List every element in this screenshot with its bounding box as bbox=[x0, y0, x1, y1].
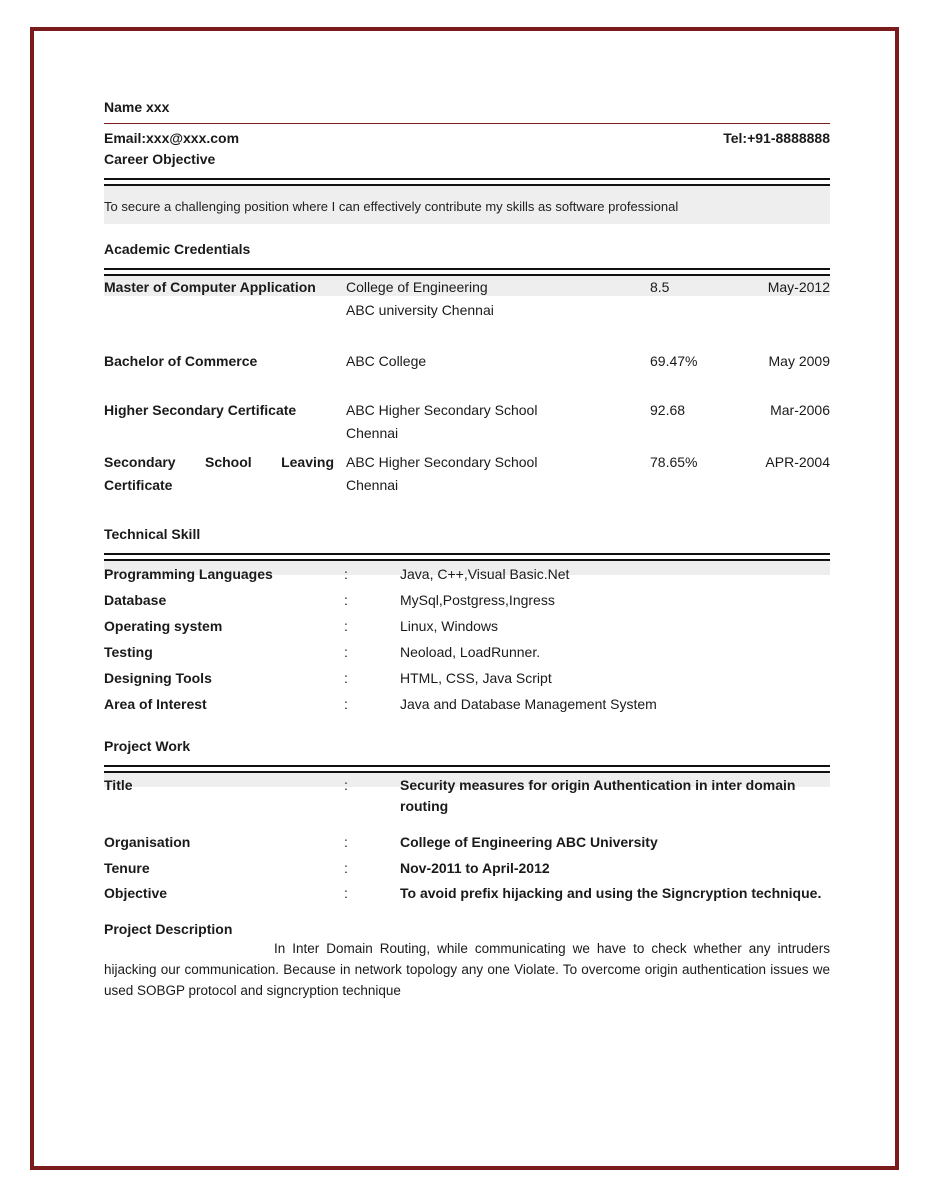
section-divider bbox=[104, 178, 830, 186]
institution bbox=[334, 276, 650, 322]
degree: Secondary School Leaving Certificate bbox=[104, 454, 334, 493]
separator: : bbox=[344, 777, 348, 793]
institution bbox=[334, 399, 650, 445]
skill-key: Operating system bbox=[104, 618, 223, 634]
email: Email:xxx@xxx.com bbox=[104, 130, 240, 146]
skill-key: Testing bbox=[104, 644, 153, 660]
project-title: Security measures for origin Authentication in inter domain routing bbox=[400, 777, 796, 814]
skill-value: HTML, CSS, Java Script bbox=[400, 670, 552, 686]
score: 92.68 bbox=[650, 402, 686, 418]
skill-row bbox=[104, 587, 830, 613]
skill-key: Area of Interest bbox=[104, 696, 207, 712]
academic-row bbox=[104, 276, 830, 322]
separator: : bbox=[344, 885, 348, 901]
institution-line: ABC College bbox=[346, 353, 427, 369]
separator: : bbox=[344, 644, 348, 660]
academic-row bbox=[104, 451, 830, 497]
separator: : bbox=[344, 670, 348, 686]
degree: Master of Computer Application bbox=[104, 279, 316, 295]
resume-document bbox=[104, 96, 830, 1001]
project-heading: Project Work bbox=[104, 738, 191, 754]
skill-row bbox=[104, 613, 830, 639]
project-description-heading: Project Description bbox=[104, 921, 233, 937]
date: May 2009 bbox=[768, 353, 830, 369]
skill-value: Linux, Windows bbox=[400, 618, 499, 634]
separator: : bbox=[344, 834, 348, 850]
institution-line: ABC Higher Secondary School bbox=[346, 454, 538, 470]
skill-key: Database bbox=[104, 592, 167, 608]
project-org-row bbox=[104, 829, 830, 855]
candidate-name: Name xxx bbox=[104, 99, 170, 115]
separator: : bbox=[344, 860, 348, 876]
telephone: Tel:+91-8888888 bbox=[723, 130, 830, 146]
career-objective-heading: Career Objective bbox=[104, 151, 216, 167]
academic-row bbox=[104, 399, 830, 445]
skill-row bbox=[104, 691, 830, 717]
project-objective-row bbox=[104, 881, 830, 906]
institution-line: College of Engineering bbox=[346, 279, 488, 295]
skill-value: Java and Database Management System bbox=[400, 696, 657, 712]
section-divider bbox=[104, 268, 830, 276]
institution-line: Chennai bbox=[346, 425, 399, 441]
project-key: Title bbox=[104, 777, 133, 793]
project-tenure: Nov-2011 to April-2012 bbox=[400, 860, 550, 876]
institution-line: ABC Higher Secondary School bbox=[346, 402, 538, 418]
institution-line: ABC university Chennai bbox=[346, 302, 494, 318]
separator: : bbox=[344, 618, 348, 634]
degree: Higher Secondary Certificate bbox=[104, 402, 297, 418]
project-title-row bbox=[104, 775, 830, 817]
institution bbox=[334, 350, 650, 373]
skill-key: Designing Tools bbox=[104, 670, 212, 686]
contact-line bbox=[104, 128, 830, 148]
header-divider bbox=[104, 123, 830, 124]
date: May-2012 bbox=[767, 279, 830, 295]
separator: : bbox=[344, 566, 348, 582]
project-key: Objective bbox=[104, 885, 168, 901]
section-divider bbox=[104, 765, 830, 773]
project-tenure-row bbox=[104, 855, 830, 881]
section-divider bbox=[104, 553, 830, 561]
technical-heading: Technical Skill bbox=[104, 526, 201, 542]
separator: : bbox=[344, 592, 348, 608]
date: Mar-2006 bbox=[770, 402, 830, 418]
institution bbox=[334, 451, 650, 497]
skill-row bbox=[104, 665, 830, 691]
project-organisation: College of Engineering ABC University bbox=[400, 834, 658, 850]
separator: : bbox=[344, 696, 348, 712]
career-objective-text: To secure a challenging position where I can effectively contribute my skills as software professional bbox=[104, 186, 830, 224]
degree: Bachelor of Commerce bbox=[104, 353, 258, 369]
score: 69.47% bbox=[650, 353, 698, 369]
score: 78.65% bbox=[650, 454, 698, 470]
skill-row bbox=[104, 639, 830, 665]
date: APR-2004 bbox=[765, 454, 830, 470]
academic-row bbox=[104, 350, 830, 373]
institution-line: Chennai bbox=[346, 477, 399, 493]
skill-key: Programming Languages bbox=[104, 566, 273, 582]
project-objective: To avoid prefix hijacking and using the Signcryption technique. bbox=[400, 885, 822, 901]
skill-row bbox=[104, 561, 830, 587]
project-key: Organisation bbox=[104, 834, 191, 850]
project-description-text: In Inter Domain Routing, while communicating we have to check whether any intruders hijacking our communication. Because in network topology any one Violate. To overcome origin authentication issues we used SOBGP protocol and signcryption technique bbox=[104, 941, 830, 998]
score: 8.5 bbox=[650, 279, 670, 295]
academic-heading: Academic Credentials bbox=[104, 241, 251, 257]
skill-value: Neoload, LoadRunner. bbox=[400, 644, 541, 660]
project-description bbox=[104, 938, 830, 1001]
skill-value: Java, C++,Visual Basic.Net bbox=[400, 566, 570, 582]
skill-value: MySql,Postgress,Ingress bbox=[400, 592, 555, 608]
project-key: Tenure bbox=[104, 860, 150, 876]
